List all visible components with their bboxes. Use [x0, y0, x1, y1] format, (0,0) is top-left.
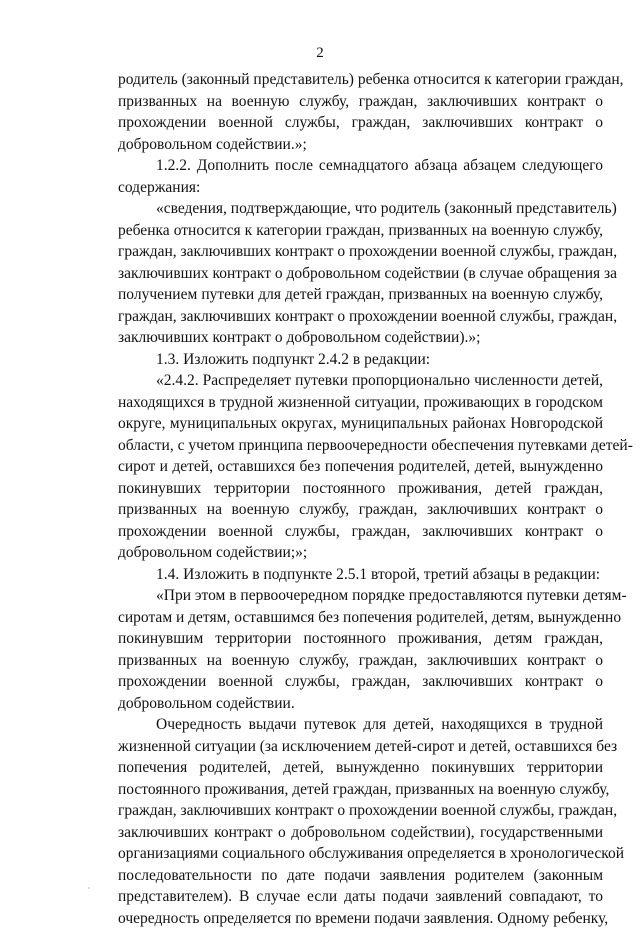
text-line: очередность определяется по времени подачи заявления. Одному ребенку,	[118, 908, 603, 929]
text-line: призванных на военную службу, граждан, заключивших контракт о	[118, 499, 603, 521]
text-line: покинувшим территории постоянного проживания, детям граждан,	[118, 628, 603, 650]
text-line: жизненной ситуации (за исключением детей-сирот и детей, оставшихся без	[118, 736, 603, 758]
text-line: покинувших территории постоянного проживания, детей граждан,	[118, 478, 603, 500]
text-line: области, с учетом принципа первоочередности обеспечения путевками детей-	[118, 435, 603, 457]
text-line: содержания:	[118, 177, 603, 199]
text-line: представителем). В случае если даты подачи заявлений совпадают, то	[118, 886, 603, 908]
text-line: «сведения, подтверждающие, что родитель (законный представитель)	[118, 198, 603, 220]
text-line: призванных на военную службу, граждан, заключивших контракт о	[118, 650, 603, 672]
text-line: прохождении военной службы, граждан, заключивших контракт о	[118, 521, 603, 543]
text-line: попечения родителей, детей, вынужденно покинувших территории	[118, 757, 603, 779]
text-line: «2.4.2. Распределяет путевки пропорционально численности детей,	[118, 370, 603, 392]
text-line: заключивших контракт о добровольном содействии).»;	[118, 327, 603, 349]
text-line: последовательности по дате подачи заявления родителем (законным	[118, 865, 603, 887]
text-line: Очередность выдачи путевок для детей, находящихся в трудной	[118, 714, 603, 736]
text-line: организациями социального обслуживания определяется в хронологической	[118, 843, 603, 865]
text-line: граждан, заключивших контракт о прохождении военной службы, граждан,	[118, 241, 603, 263]
text-line: граждан, заключивших контракт о прохождении военной службы, граждан,	[118, 306, 603, 328]
text-line: округе, муниципальных округах, муниципальных районах Новгородской	[118, 413, 603, 435]
text-line: призванных на военную службу, граждан, заключивших контракт о	[118, 91, 603, 113]
text-line: ребенка относится к категории граждан, призванных на военную службу,	[118, 220, 603, 242]
text-line: сиротам и детям, оставшимся без попечения родителей, детям, вынужденно	[118, 607, 603, 629]
text-line: добровольном содействии.	[118, 693, 603, 715]
text-line: 1.2.2. Дополнить после семнадцатого абзаца абзацем следующего	[118, 155, 603, 177]
text-line: постоянного проживания, детей граждан, призванных на военную службу,	[118, 779, 603, 801]
text-line: находящихся в трудной жизненной ситуации, проживающих в городском	[118, 392, 603, 414]
text-line: добровольном содействии.»;	[118, 134, 603, 156]
text-line: 1.3. Изложить подпункт 2.4.2 в редакции:	[118, 349, 603, 371]
text-line: родитель (законный представитель) ребенка относится к категории граждан,	[118, 69, 603, 91]
text-line: прохождении военной службы, граждан, заключивших контракт о	[118, 112, 603, 134]
text-line: получением путевки для детей граждан, призванных на военную службу,	[118, 284, 603, 306]
scan-artifact	[88, 887, 90, 889]
document-body	[118, 69, 603, 929]
text-line: прохождении военной службы, граждан, заключивших контракт о	[118, 671, 603, 693]
text-line: заключивших контракт о добровольном содействии (в случае обращения за	[118, 263, 603, 285]
text-line: заключивших контракт о добровольном содействии), государственными	[118, 822, 603, 844]
text-line: «При этом в первоочередном порядке предоставляются путевки детям-	[118, 585, 603, 607]
text-line: граждан, заключивших контракт о прохождении военной службы, граждан,	[118, 800, 603, 822]
text-line: сирот и детей, оставшихся без попечения родителей, детей, вынужденно	[118, 456, 603, 478]
text-line: добровольном содействии;»;	[118, 542, 603, 564]
text-line: 1.4. Изложить в подпункте 2.5.1 второй, третий абзацы в редакции:	[118, 564, 603, 586]
page-number: 2	[0, 44, 640, 62]
